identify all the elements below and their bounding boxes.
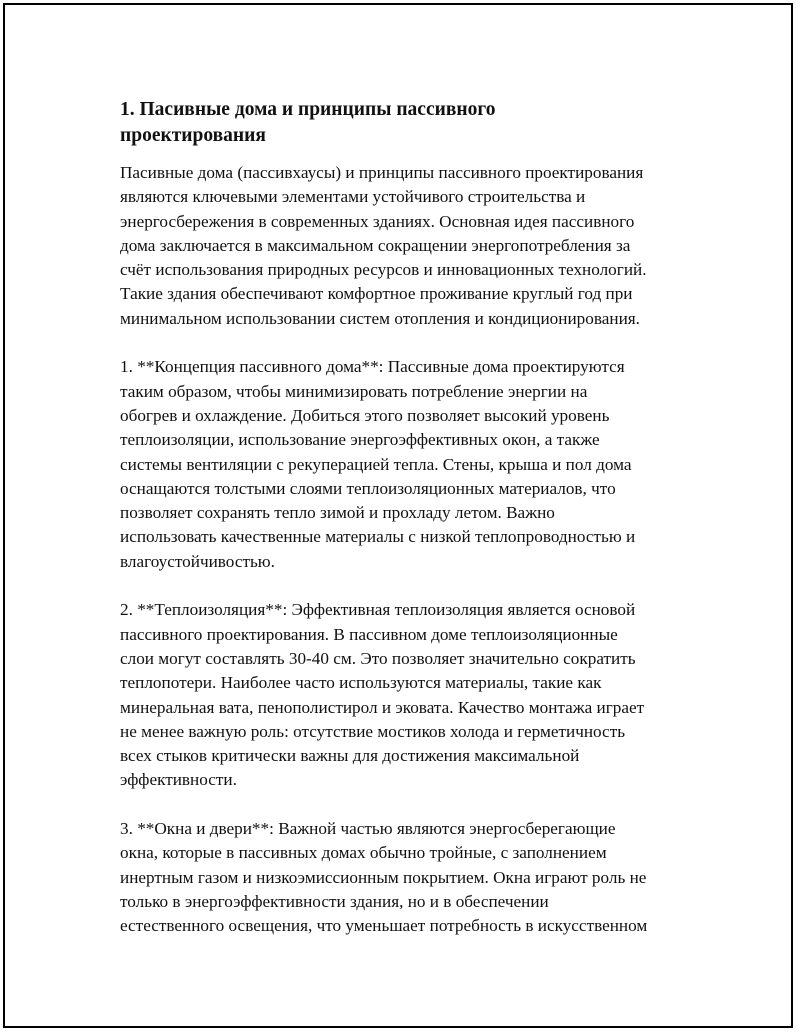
intro-paragraph [120, 161, 695, 331]
paragraph-line: оснащаются толстыми слоями теплоизоляционных материалов, что [120, 478, 616, 498]
heading-line: 1. Пасивные дома и принципы пассивного [120, 99, 496, 120]
paragraph-line: теплоизоляции, использование энергоэффективных окон, а также [120, 430, 600, 450]
paragraph-line: минеральная вата, пенополистирол и эковата. Качество монтажа играет [120, 697, 645, 717]
document-body [120, 97, 695, 963]
paragraph-line: не менее важную роль: отсутствие мостиков холода и герметичность [120, 721, 626, 741]
paragraph-line: Такие здания обеспечивают комфортное проживание круглый год при [120, 284, 633, 304]
paragraph-line: счёт использования природных ресурсов и инновационных технологий. [120, 260, 647, 280]
paragraph-line: теплопотери. Наиболее часто используются материалы, такие как [120, 673, 602, 693]
paragraph-line: таким образом, чтобы минимизировать потребление энергии на [120, 381, 588, 401]
windows-doors-paragraph [120, 817, 695, 938]
paragraph-line: инертным газом и низкоэмиссионным покрытием. Окна играют роль не [120, 867, 647, 887]
heading-line: проектирования [120, 125, 266, 146]
document-page [3, 3, 793, 1028]
paragraph-line: позволяет сохранять тепло зимой и прохладу летом. Важно [120, 503, 555, 523]
paragraph-line: эффективности. [120, 770, 237, 790]
paragraph-line: использовать качественные материалы с низкой теплопроводностью и [120, 527, 636, 547]
paragraph-line: дома заключается в максимальном сокращении энергопотребления за [120, 235, 631, 255]
paragraph-line: минимальном использовании систем отопления и кондиционирования. [120, 308, 640, 328]
paragraph-line: влагоустойчивостью. [120, 551, 275, 571]
section-heading [120, 97, 695, 149]
paragraph-line: 1. **Концепция пассивного дома**: Пассивные дома проектируются [120, 357, 625, 377]
insulation-paragraph [120, 598, 695, 792]
paragraph-line: окна, которые в пассивных домах обычно тройные, с заполнением [120, 843, 607, 863]
paragraph-line: Пасивные дома (пассивхаусы) и принципы пассивного проектирования [120, 163, 644, 182]
paragraph-line: 3. **Окна и двери**: Важной частью являются энергосберегающие [120, 819, 616, 839]
paragraph-line: естественного освещения, что уменьшает потребность в искусственном [120, 916, 648, 936]
paragraph-line: всех стыков критически важны для достижения максимальной [120, 746, 580, 766]
paragraph-line: являются ключевыми элементами устойчивого строительства и [120, 187, 586, 207]
concept-paragraph [120, 355, 695, 574]
paragraph-line: обогрев и охлаждение. Добиться этого позволяет высокий уровень [120, 405, 610, 425]
paragraph-line: слои могут составлять 30-40 см. Это позволяет значительно сократить [120, 648, 636, 668]
paragraph-line: только в энергоэффективности здания, но и в обеспечении [120, 891, 549, 911]
paragraph-line: энергосбережения в современных зданиях. Основная идея пассивного [120, 211, 635, 231]
paragraph-line: системы вентиляции с рекуперацией тепла. Стены, крыша и пол дома [120, 454, 632, 474]
paragraph-line: пассивного проектирования. В пассивном доме теплоизоляционные [120, 624, 618, 644]
paragraph-line: 2. **Теплоизоляция**: Эффективная теплоизоляция является основой [120, 600, 636, 620]
